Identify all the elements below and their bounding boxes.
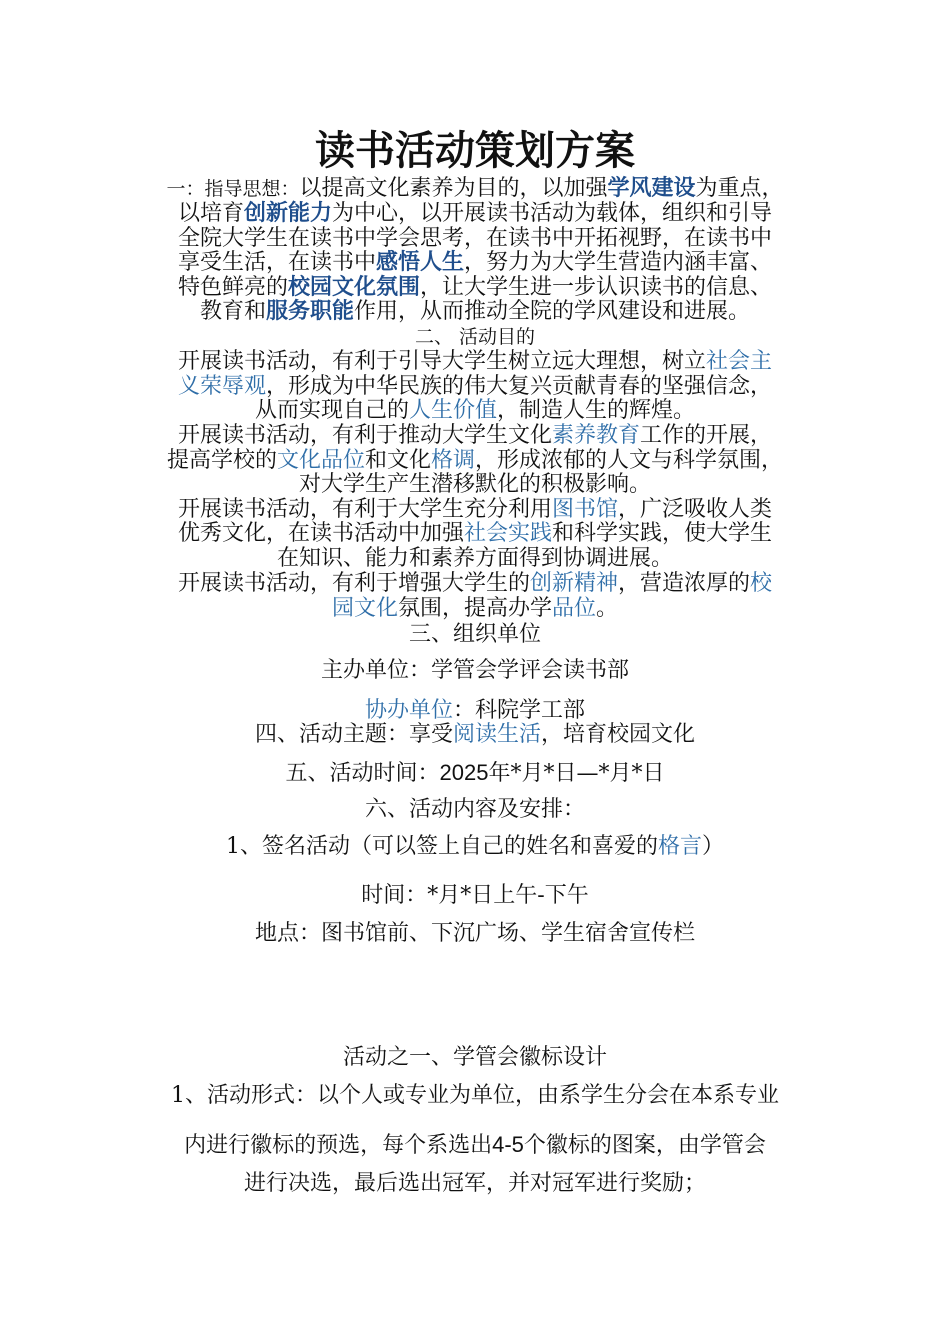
guideline-line-6: 教育和服务职能作用，从而推动全院的学风建设和进展。 bbox=[199, 298, 751, 324]
purpose-2-line-3: 对大学生产生潜移默化的积极影响。 bbox=[298, 472, 651, 497]
linked-term[interactable]: 创新精神 bbox=[529, 571, 618, 596]
purpose-3-line-1: 开展读书活动，有利于大学生充分利用图书馆，广泛吸收人类 bbox=[177, 497, 773, 522]
section-5-time: 五、活动时间：2025年*月*日—*月*日 bbox=[285, 760, 665, 786]
linked-term[interactable]: 品位 bbox=[552, 596, 597, 621]
linked-term[interactable]: 社会实践 bbox=[463, 521, 552, 546]
purpose-4-line-2: 园文化氛围，提高办学品位。 bbox=[331, 596, 619, 621]
activity-1-heading: 活动之一、学管会徽标设计 bbox=[342, 1045, 607, 1070]
guideline-prefix: 一：指导思想： bbox=[166, 178, 300, 200]
linked-term[interactable]: 协办单位 bbox=[364, 698, 453, 723]
activity-time: 时间：*月*日上午-下午 bbox=[361, 883, 589, 908]
purpose-1-line-2: 义荣辱观，形成为中华民族的伟大复兴贡献青春的坚强信念， bbox=[177, 374, 773, 399]
linked-term[interactable]: 素养教育 bbox=[551, 423, 640, 448]
purpose-4-line-1: 开展读书活动，有利于增强大学生的创新精神，营造浓厚的校 bbox=[177, 571, 773, 596]
linked-term[interactable]: 社会主 bbox=[706, 349, 773, 374]
guideline-line-3: 全院大学生在读书中学会思考，在读书中开拓视野，在读书中 bbox=[177, 226, 772, 251]
activity-1-line-2: 内进行徽标的预选，每个系选出4-5个徽标的图案，由学管会 bbox=[184, 1132, 766, 1158]
guideline-line-2: 以培育创新能力为中心，以开展读书活动为载体，组织和引导 bbox=[177, 200, 773, 226]
guideline-line-5: 特色鲜亮的校园文化氛围，让大学生进一步认识读书的信息、 bbox=[177, 274, 773, 300]
purpose-2-line-1: 开展读书活动，有利于推动大学生文化素养教育工作的开展， bbox=[177, 423, 773, 448]
purpose-1-line-1: 开展读书活动，有利于引导大学生树立远大理想，树立社会主 bbox=[177, 349, 773, 374]
highlight-term: 感悟人生 bbox=[375, 249, 464, 275]
section-2-heading: 二、 活动目的 bbox=[414, 326, 536, 348]
linked-term[interactable]: 文化品位 bbox=[276, 448, 365, 473]
linked-term[interactable]: 校 bbox=[750, 571, 773, 596]
highlight-term: 校园文化氛围 bbox=[287, 274, 420, 300]
linked-term[interactable]: 园文化 bbox=[331, 596, 398, 621]
purpose-3-line-3: 在知识、能力和素养方面得到协调进展。 bbox=[276, 546, 673, 571]
guideline-line-1: 一：指导思想：以提高文化素养为目的，以加强学风建设为重点， bbox=[166, 175, 784, 201]
linked-term[interactable]: 格言 bbox=[657, 834, 702, 859]
section-3-heading: 三、组织单位 bbox=[408, 622, 541, 647]
activity-place: 地点：图书馆前、下沉广场、学生宿舍宣传栏 bbox=[254, 921, 695, 946]
linked-term[interactable]: 格调 bbox=[431, 448, 476, 473]
linked-term[interactable]: 义荣辱观 bbox=[177, 374, 266, 399]
purpose-1-line-3: 从而实现自己的人生价值，制造人生的辉煌。 bbox=[254, 398, 696, 423]
purpose-2-line-2: 提高学校的文化品位和文化格调，形成浓郁的人文与科学氛围， bbox=[166, 448, 784, 473]
linked-term[interactable]: 阅读生活 bbox=[452, 722, 541, 747]
activity-1-line-1: 1、活动形式：以个人或专业为单位，由系学生分会在本系专业 bbox=[171, 1083, 779, 1108]
section-4-theme: 四、活动主题：享受阅读生活，培育校园文化 bbox=[254, 722, 696, 747]
linked-term[interactable]: 图书馆 bbox=[551, 497, 618, 522]
linked-term[interactable]: 人生价值 bbox=[408, 398, 497, 423]
page-title: 读书活动策划方案 bbox=[315, 127, 635, 174]
guideline-line-4: 享受生活，在读书中感悟人生，努力为大学生营造内涵丰富、 bbox=[177, 249, 773, 275]
purpose-3-line-2: 优秀文化，在读书活动中加强社会实践和科学实践，使大学生 bbox=[177, 521, 773, 546]
highlight-term: 服务职能 bbox=[265, 298, 354, 324]
highlight-term: 学风建设 bbox=[607, 175, 696, 201]
section-6-heading: 六、活动内容及安排： bbox=[364, 797, 585, 822]
activity-1-line-3: 进行决选，最后选出冠军，并对冠军进行奖励； bbox=[243, 1171, 706, 1196]
co-host-unit: 协办单位：科院学工部 bbox=[364, 698, 586, 723]
signature-activity-item: 1、签名活动（可以签上自己的姓名和喜爱的格言） bbox=[225, 834, 725, 859]
host-unit: 主办单位：学管会学评会读书部 bbox=[320, 658, 629, 683]
highlight-term: 创新能力 bbox=[243, 200, 332, 226]
